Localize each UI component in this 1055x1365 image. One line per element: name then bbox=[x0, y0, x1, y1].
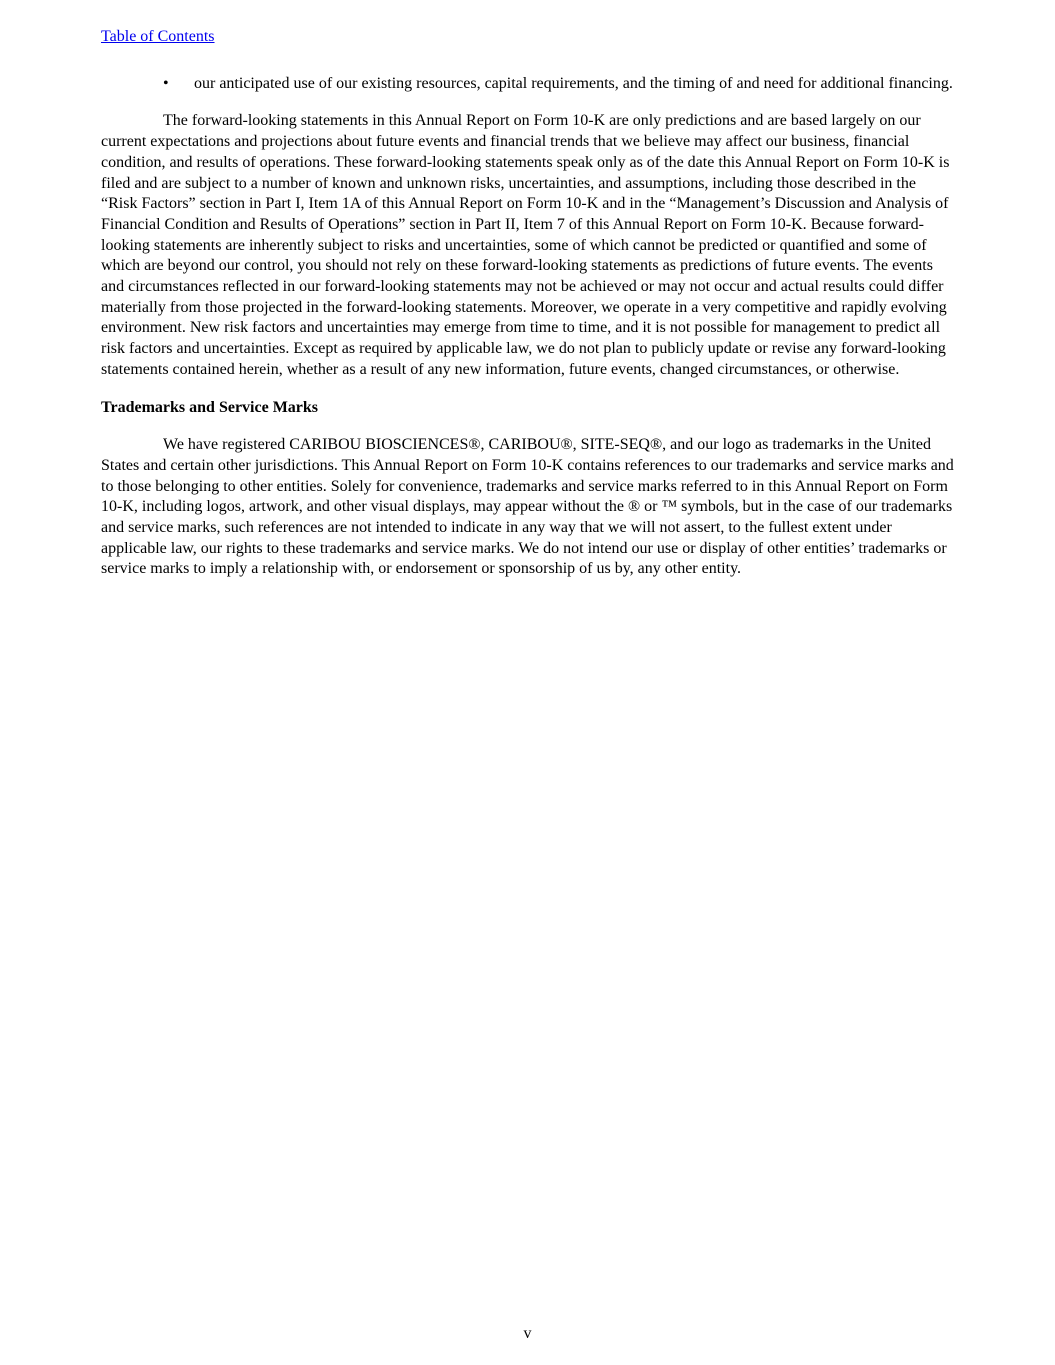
bullet-item-financing bbox=[101, 74, 955, 95]
table-of-contents-link[interactable]: Table of Contents bbox=[101, 28, 215, 45]
page-number: v bbox=[523, 1325, 532, 1342]
bullet-icon: • bbox=[163, 74, 169, 92]
bullet-text: our anticipated use of our existing resources, capital requirements, and the timing of and need for additional financing. bbox=[194, 74, 953, 92]
trademarks-paragraph: We have registered CARIBOU BIOSCIENCES®, CARIBOU®, SITE-SEQ®, and our logo as trademarks in the United States and certain other jurisdictions. This Annual Report on Form 10-K contains references to our trademarks and service marks and to those belonging to other entities. Solely for convenience, trademarks and service marks referred to in this Annual Report on Form 10-K, including logos, artwork, and other visual displays, may appear without the ® or ™ symbols, but in the case of our trademarks and service marks, such references are not intended to indicate in any way that we will not assert, to the fullest extent under applicable law, our rights to these trademarks and service marks. We do not intend our use or display of other entities’ trademarks or service marks to imply a relationship with, or endorsement or sponsorship of us by, any other entity. bbox=[101, 436, 954, 578]
forward-looking-paragraph: The forward-looking statements in this Annual Report on Form 10-K are only predictions and are based largely on our current expectations and projections about future events and financial trends that we believe may affect our business, financial condition, and results of operations. These forward-looking statements speak only as of the date this Annual Report on Form 10-K is filed and are subject to a number of known and unknown risks, uncertainties, and assumptions, including those described in the “Risk Factors” section in Part I, Item 1A of this Annual Report on Form 10-K and in the “Management’s Discussion and Analysis of Financial Condition and Results of Operations” section in Part II, Item 7 of this Annual Report on Form 10-K. Because forward-looking statements are inherently subject to risks and uncertainties, some of which cannot be predicted or quantified and some of which are beyond our control, you should not rely on these forward-looking statements as predictions of future events. The events and circumstances reflected in our forward-looking statements may not be achieved or may not occur and actual results could differ materially from those projected in the forward-looking statements. Moreover, we operate in a very competitive and rapidly evolving environment. New risk factors and uncertainties may emerge from time to time, and it is not possible for management to predict all risk factors and uncertainties. Except as required by applicable law, we do not plan to publicly update or revise any forward-looking statements contained herein, whether as a result of any new information, future events, changed circumstances, or otherwise. bbox=[101, 112, 950, 378]
trademarks-heading: Trademarks and Service Marks bbox=[101, 398, 319, 416]
document-page bbox=[101, 27, 955, 580]
